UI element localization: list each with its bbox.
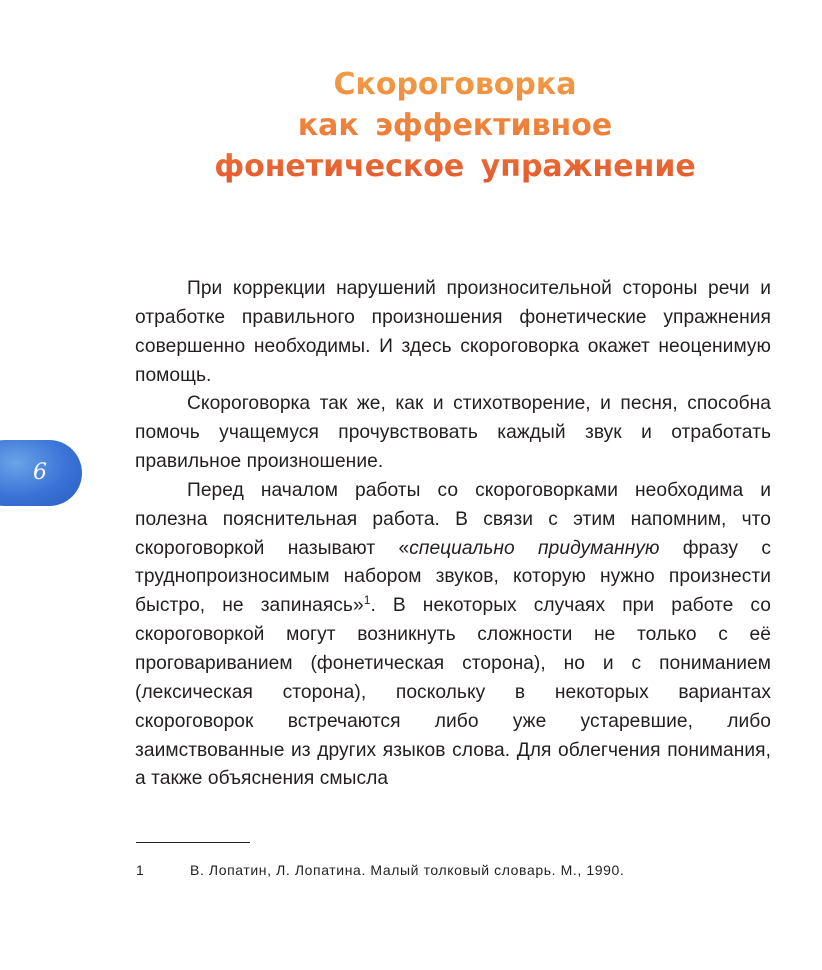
chapter-title-line-1: Скороговорка: [333, 67, 577, 102]
paragraph-3-part-1: Перед началом работы со скороговорками необходима и полезна пояснительная работа. В связи с этим напомним, что скороговоркой называют «: [135, 479, 771, 559]
footnote-divider: [136, 842, 250, 843]
footnote-reference[interactable]: 1: [363, 593, 371, 608]
main-text: [135, 275, 771, 794]
page-number: 6: [33, 460, 47, 485]
paragraph-3-part-3: . В некоторых случаях при работе со скороговоркой могут возникнуть сложности не только с её проговариванием (фонетическая сторона), но и с пониманием (лексическая сторона), поскольку в некоторых вариантах скороговорок встречаются либо уже устаревшие, либо заимствованные из других языков слова. Для облегчения понимания, а также объяснения смысла: [135, 595, 771, 790]
chapter-title-line-3: фонетическое упражнение: [214, 149, 696, 184]
chapter-title: [130, 64, 780, 187]
paragraph-3-part-2: фразу с труднопроизносимым набором звуков, которую нужно произнести быстро, не запинаясь»: [135, 537, 771, 617]
footnote-mark: 1: [136, 862, 145, 878]
footnote-text: В. Лопатин, Л. Лопатина. Малый толковый словарь. М., 1990.: [190, 862, 625, 878]
paragraph-3: [135, 477, 771, 794]
paragraph-2: Скороговорка так же, как и стихотворение, и песня, способна помочь учащемуся прочувствовать каждый звук и отработать правильное произношение.: [135, 393, 771, 473]
chapter-title-line-2: как эффективное: [297, 108, 613, 143]
paragraph-1: При коррекции нарушений произносительной стороны речи и отработке правильного произношения фонетические упражнения совершенно необходимы. И здесь скороговорка окажет неоценимую помощь.: [135, 278, 771, 386]
paragraph-3-quote: специально придуманную: [409, 537, 660, 559]
